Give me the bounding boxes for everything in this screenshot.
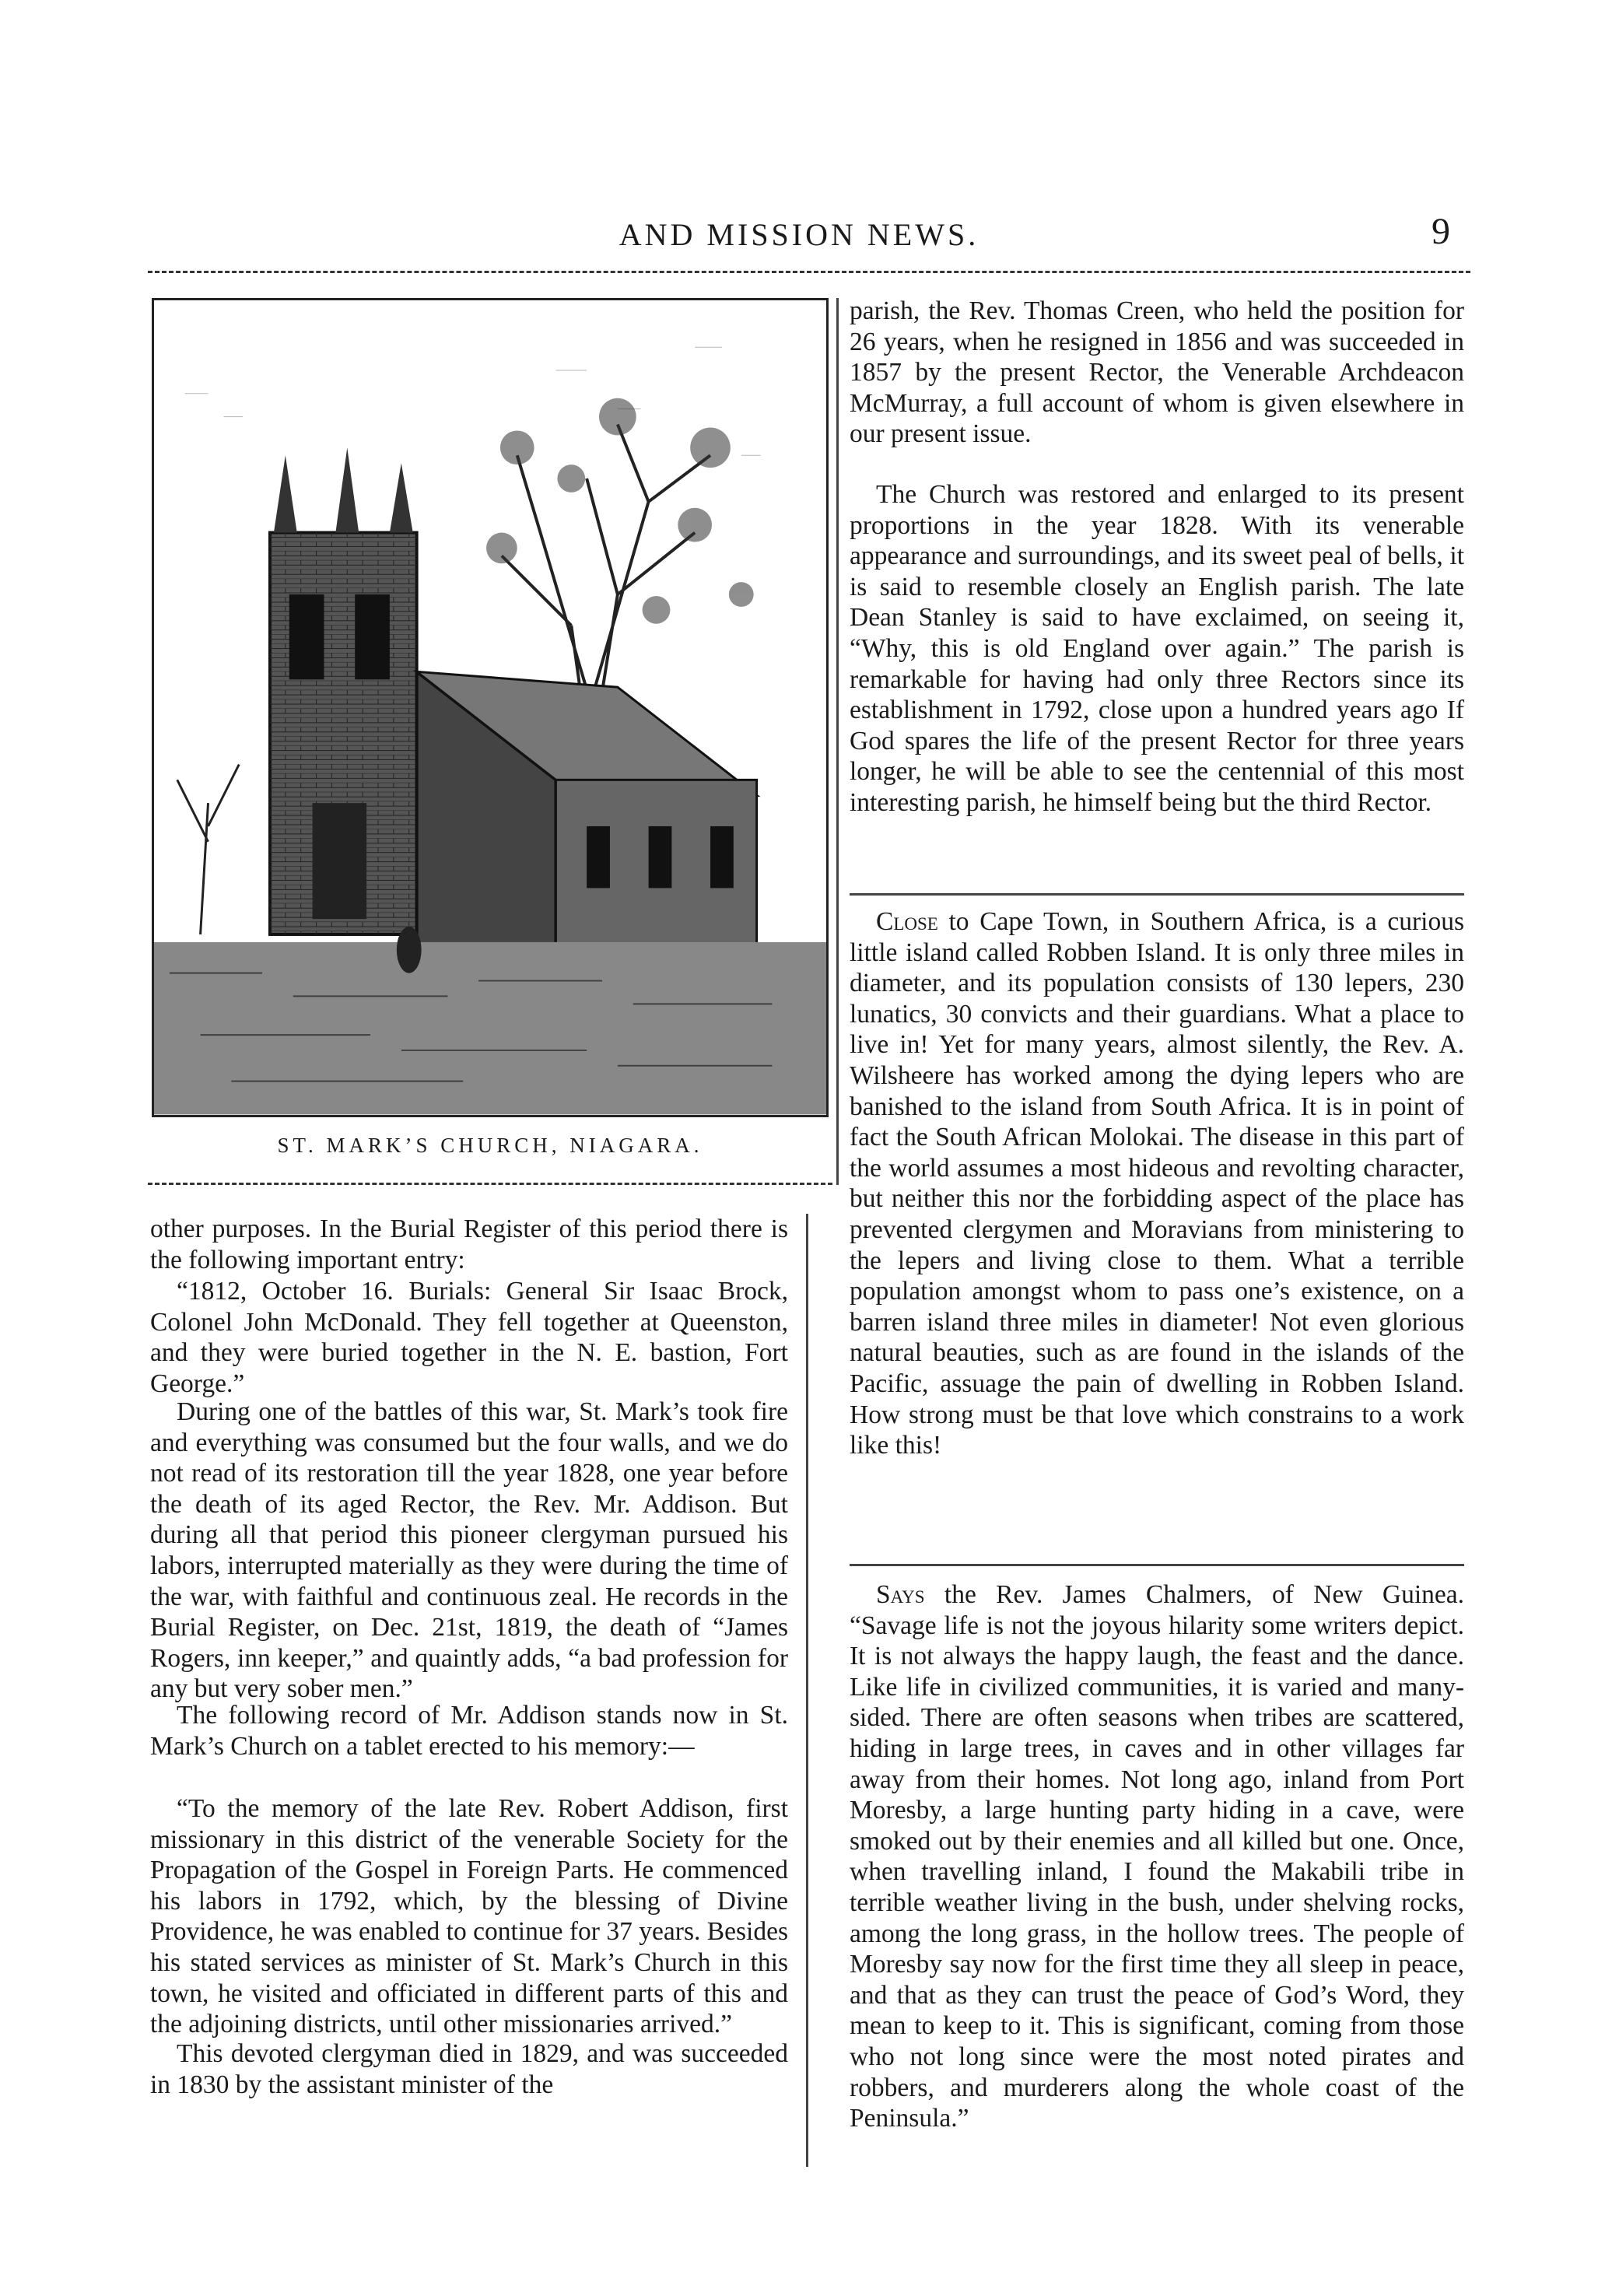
paragraph-burial-register: other purposes. In the Burial Register of this period there is the following important entry: xyxy=(150,1215,788,1274)
figure-caption: ST. MARK’S CHURCH, NIAGARA. xyxy=(277,1134,703,1157)
paragraph-clergyman-died: This devoted clergyman died in 1829, and was succeeded in 1830 by the assistant minister of the xyxy=(150,2039,788,2099)
column-divider-top xyxy=(836,298,839,1185)
paragraph-war-fire: During one of the battles of this war, St. Mark’s took fire and everything was consumed but the four walls, and we do not read of its restoration till the year 1828, one year before the death of its aged Rector, the Rev. Mr. Addison. But during all that period this pioneer clergyman pursued his labors, interrupted materially as they were during the time of the war, with faithful and continuous zeal. He records in the Burial Register, on Dec. 21st, 1819, the death of “James Rogers, inn keeper,” and quaintly adds, “a bad profession for any but very sober men.” xyxy=(150,1397,788,1704)
church-illustration xyxy=(152,298,829,1117)
paragraph-parish-rectors: parish, the Rev. Thomas Creen, who held the position for 26 years, when he resigned in 1856 and was succeeded in 1857 by the present Rector, the Venerable Archdeacon McMurray, a full account of whom is given elsewhere in our present issue. xyxy=(850,296,1464,449)
paragraph-chalmers xyxy=(850,1579,1464,2134)
section-separator xyxy=(850,893,1464,896)
running-header: AND MISSION NEWS. xyxy=(619,217,979,252)
paragraph-robben-island xyxy=(850,906,1464,1461)
figure-bottom-rule xyxy=(148,1183,832,1185)
churchyard-ground xyxy=(154,927,826,1114)
chalmers-text: the Rev. James Chalmers, of New Guinea. “Savage life is not the joyous hilarity some writers depict. It is not always the happy laugh, the feast and the dance. Like life in civilized communities, it is varied and many-sided. There are often seasons when tribes are scattered, hiding in large trees, in caves and in other villages far away from their homes. Not long ago, inland from Port Moresby, a large hunting party hiding in a cave, were smoked out by their enemies and all killed but one. Once, when travelling inland, I found the Makabili tribe in terrible weather living in the bush, under shelving rocks, among the long grass, in the hollow trees. The people of Moresby say now for the first time they all sleep in peace, and that as they can trust the peace of God’s Word, they mean to keep to it. This is significant, coming from those who not long since were the most noted pirates and robbers, and murderers along the whole coast of the Peninsula.” xyxy=(850,1580,1464,2133)
church-tower xyxy=(270,447,417,934)
lead-word: Close xyxy=(876,907,938,936)
lead-word: Says xyxy=(876,1580,925,1609)
robben-text: to Cape Town, in Southern Africa, is a curious little island called Robben Island. It is only three miles in diameter, and its population consists of 130 lepers, 230 lunatics, 30 convicts and their guardians. What a place to live in! Yet for many years, almost silently, the Rev. A. Wilsheere has worked among the dying lepers who are banished to the island from South Africa. It is in point of fact the South African Molokai. The disease in this part of the world assumes a most hideous and revolting character, but neither this nor the forbidding aspect of the place has prevented clergymen and Moravians from ministering to the lepers and living close to them. What a terrible population amongst whom to pass one’s existence, on a barren island three miles in diameter! Not even glorious natural beauties, such as are found in the islands of the Pacific, assuage the pain of dwelling in Robben Island. How strong must be that love which constrains to a work like this! xyxy=(850,907,1464,1460)
page-number: 9 xyxy=(1432,211,1450,252)
header-rule xyxy=(148,271,1470,273)
paragraph-tablet-intro: The following record of Mr. Addison stands now in St. Mark’s Church on a tablet erected to his memory:— xyxy=(150,1701,788,1761)
paragraph-church-restored: The Church was restored and enlarged to its present proportions in the year 1828. With its venerable appearance and surroundings, and its sweet peal of bells, it is said to resemble closely an English parish. The late Dean Stanley is said to have exclaimed, on seeing it, “Why, this is old England over again.” The parish is remarkable for having had only three Rectors since its establishment in 1792, close upon a hundred years ago If God spares the life of the present Rector for three years longer, he will be able to see the centennial of this most interesting parish, he himself being but the third Rector. xyxy=(850,480,1464,817)
paragraph-brock-entry: “1812, October 16. Burials: General Sir Isaac Brock, Colonel John McDonald. They fell together at Queenston, and they were buried together in the N. E. bastion, Fort George.” xyxy=(150,1277,788,1398)
section-separator xyxy=(850,1564,1464,1566)
church-engraving xyxy=(154,300,826,1115)
paragraph-tablet-inscription: “To the memory of the late Rev. Robert Addison, first missionary in this district of the venerable Society for the Propagation of the Gospel in Foreign Parts. He commenced his labors in 1792, which, by the blessing of Divine Providence, he was enabled to continue for 37 years. Besides his stated services as minister of St. Mark’s Church in this town, he visited and officiated in different parts of this and the adjoining districts, until other missionaries arrived.” xyxy=(150,1794,788,2039)
church-nave xyxy=(417,671,757,950)
column-divider xyxy=(806,1214,808,2167)
